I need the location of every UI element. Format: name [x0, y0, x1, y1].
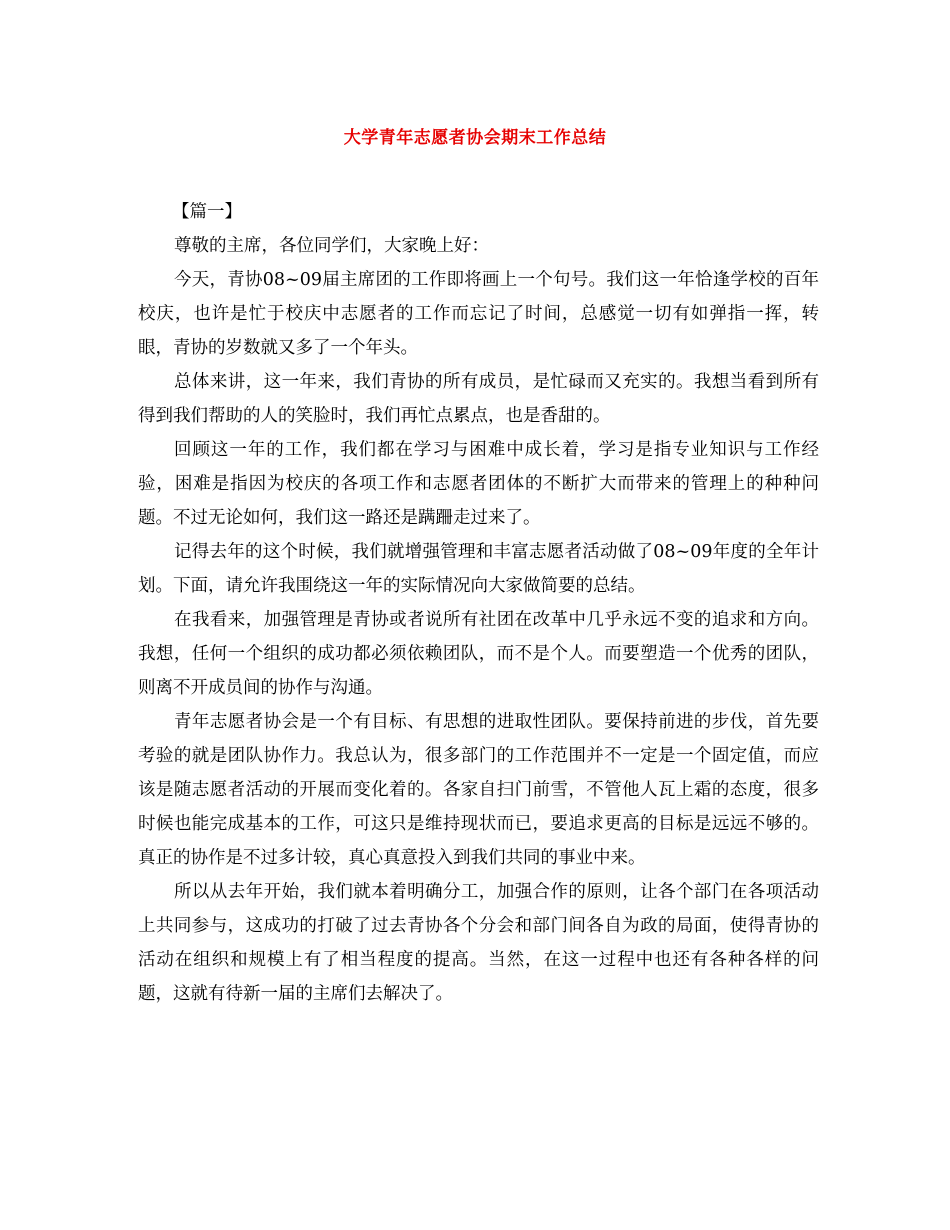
- paragraph-plan: 记得去年的这个时候，我们就增强管理和丰富志愿者活动做了08~09年度的全年计划。下面，请允许我围绕这一年的实际情况向大家做简要的总结。: [138, 542, 819, 596]
- paragraph-overview: 总体来讲，这一年来，我们青协的所有成员，是忙碌而又充实的。我想当看到所有得到我们帮助的人的笑脸时，我们再忙点累点，也是香甜的。: [138, 372, 819, 426]
- paragraph-cooperation: 所以从去年开始，我们就本着明确分工，加强合作的原则，让各个部门在各项活动上共同参与，这成功的打破了过去青协各个分会和部门间各自为政的局面，使得青协的活动在组织和规模上有了相当程度的提高。当然，在这一过程中也还有各种各样的问题，这就有待新一届的主席们去解决了。: [138, 882, 819, 1004]
- paragraph-management: 在我看来，加强管理是青协或者说所有社团在改革中几乎永远不变的追求和方向。我想，任何一个组织的成功都必须依赖团队，而不是个人。而要塑造一个优秀的团队，则离不开成员间的协作与沟通。: [138, 610, 819, 698]
- paragraph-greeting: 尊敬的主席，各位同学们，大家晚上好：: [174, 236, 489, 256]
- paragraph-review: 回顾这一年的工作，我们都在学习与困难中成长着，学习是指专业知识与工作经验，困难是指因为校庆的各项工作和志愿者团体的不断扩大而带来的管理上的种种问题。不过无论如何，我们这一路还是蹒跚走过来了。: [138, 440, 819, 528]
- paragraph-teamwork: 青年志愿者协会是一个有目标、有思想的进取性团队。要保持前进的步伐，首先要考验的就是团队协作力。我总认为，很多部门的工作范围并不一定是一个固定值，而应该是随志愿者活动的开展而变化着的。各家自扫门前雪，不管他人瓦上霜的态度，很多时候也能完成基本的工作，可这只是维持现状而已，要追求更高的目标是远远不够的。真正的协作是不过多计较，真心真意投入到我们共同的事业中来。: [138, 712, 819, 868]
- paragraph-intro: 今天，青协08~09届主席团的工作即将画上一个句号。我们这一年恰逢学校的百年校庆，也许是忙于校庆中志愿者的工作而忘记了时间，总感觉一切有如弹指一挥，转眼，青协的岁数就又多了一个年头。: [138, 270, 819, 358]
- document-title: 大学青年志愿者协会期末工作总结: [343, 128, 607, 148]
- document-body: [138, 195, 819, 1011]
- section-heading: 【篇一】: [172, 202, 242, 222]
